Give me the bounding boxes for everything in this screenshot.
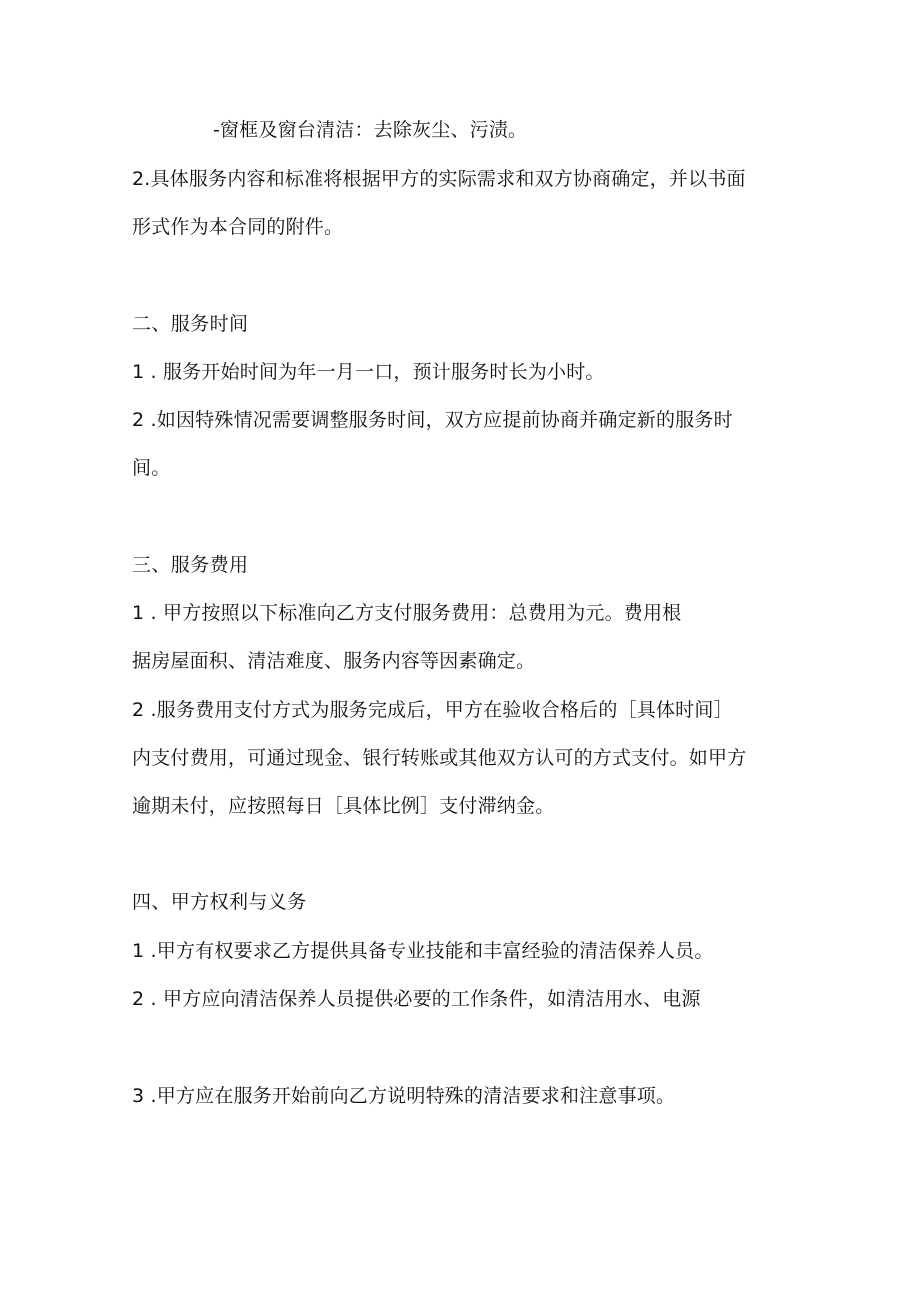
clause-1-2-line-2: 形式作为本合同的附件。 [132, 216, 344, 238]
clause-4-1: 1 .甲方有权要求乙方提供具备专业技能和丰富经验的清洁保养人员。 [132, 940, 714, 962]
section-heading-service-time: 二、服务时间 [132, 313, 249, 335]
clause-4-2: 2 . 甲方应向清洁保养人员提供必要的工作条件，如清洁用水、电源 [132, 988, 701, 1010]
clause-2-2-line-2: 间。 [132, 457, 171, 479]
clause-3-1-line-1: 1 . 甲方按照以下标准向乙方支付服务费用：总费用为元。费用根 [132, 602, 682, 624]
section-heading-party-a-rights: 四、甲方权利与义务 [132, 891, 307, 913]
clause-3-2-line-2: 内支付费用，可通过现金、银行转账或其他双方认可的方式支付。如甲方 [132, 747, 747, 769]
clause-2-2-line-1: 2 .如因特殊情况需要调整服务时间，双方应提前协商并确定新的服务时 [132, 409, 733, 431]
section-heading-service-fee: 三、服务费用 [132, 554, 249, 576]
clause-3-2-line-3: 逾期未付，应按照每日［具体比例］支付滞纳金。 [132, 795, 555, 817]
clause-2-1: 1 . 服务开始时间为年一月一口，预计服务时长为小时。 [132, 361, 605, 383]
clause-1-2-line-1: 2.具体服务内容和标准将根据甲方的实际需求和双方协商确定，并以书面 [132, 168, 746, 190]
bullet-window-cleaning: -窗框及窗台清洁：去除灰尘、污渍。 [213, 119, 528, 141]
clause-4-3: 3 .甲方应在服务开始前向乙方说明特殊的清洁要求和注意事项。 [132, 1085, 676, 1107]
clause-3-1-line-2: 据房屋面积、清洁难度、服务内容等因素确定。 [132, 650, 536, 672]
clause-3-2-line-1: 2 .服务费用支付方式为服务完成后，甲方在验收合格后的［具体时间］ [132, 699, 733, 721]
